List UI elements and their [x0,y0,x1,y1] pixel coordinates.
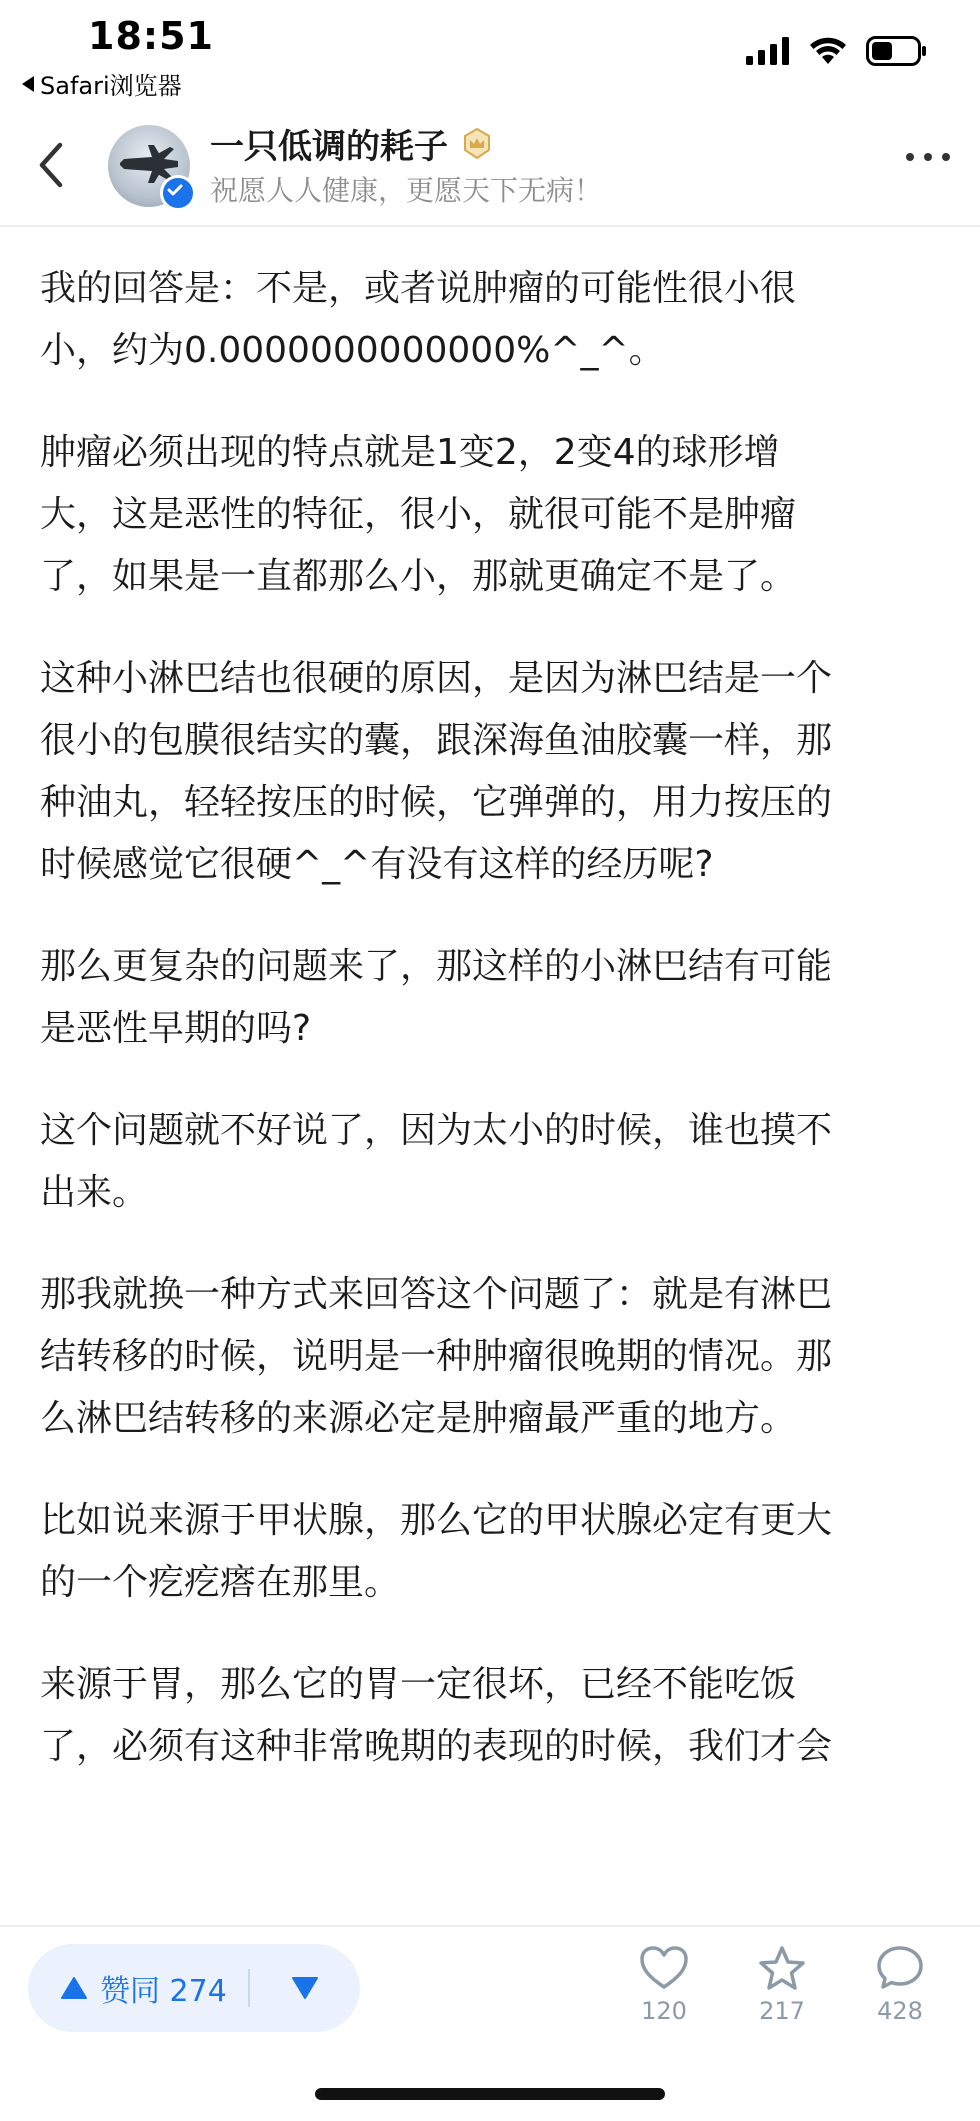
back-app-label: Safari浏览器 [40,72,182,100]
status-time: 18:51 [88,14,214,58]
star-icon [757,1945,807,1991]
more-dot-icon [942,153,950,161]
comment-count: 428 [877,1997,923,2025]
answer-header [0,105,980,227]
author-bio: 祝愿人人健康，更愿天下无病！ [210,174,603,207]
paragraph: 我的回答是：不是，或者说肿瘤的可能性很小很 小，约为0.0000000000000%^_^。 [40,268,797,371]
vote-pill [28,1944,360,2032]
paragraph: 这种小淋巴结也很硬的原因，是因为淋巴结是一个 很小的包膜很结实的囊，跟深海鱼油胶囊一样，那 种油丸，轻轻按压的时候，它弹弹的，用力按压的 时候感觉它很硬^_^有没有这样的经历呢? [40,658,833,885]
author-name-text: 一只低调的耗子 [210,127,448,167]
answer-content [40,258,940,1818]
status-bar [0,0,980,105]
status-icons [746,36,928,66]
paragraph: 比如说来源于甲状腺，那么它的甲状腺必定有更大 的一个疙疙瘩在那里。 [40,1500,833,1603]
back-to-safari-link[interactable] [22,66,182,101]
triangle-up-icon [60,1976,88,2000]
triangle-down-icon [291,1976,319,2000]
home-indicator[interactable] [315,2088,665,2100]
author-name[interactable] [210,119,494,168]
crown-badge-icon [460,127,494,161]
battery-icon [866,36,928,66]
paragraph: 那么更复杂的问题来了，那这样的小淋巴结有可能 是恶性早期的吗? [40,946,833,1049]
cellular-signal-icon [746,37,790,65]
more-dot-icon [924,153,932,161]
paragraph: 这个问题就不好说了，因为太小的时候，谁也摸不 出来。 [40,1110,833,1213]
paragraph: 那我就换一种方式来回答这个问题了：就是有淋巴 结转移的时候，说明是一种肿瘤很晚期的情况。那 么淋巴结转移的来源必定是肿瘤最严重的地方。 [40,1274,833,1439]
more-dot-icon [906,153,914,161]
downvote-button[interactable] [250,1944,360,2032]
favorite-count: 217 [759,1997,805,2025]
upvote-label: 赞同 274 [100,1974,227,2009]
heart-icon [639,1945,689,1991]
author-avatar[interactable] [108,125,190,207]
back-button[interactable] [30,137,76,193]
more-options-button[interactable] [906,153,950,161]
like-button[interactable] [614,1945,714,2025]
paragraph: 来源于胃，那么它的胃一定很坏，已经不能吃饭 了，必须有这种非常晚期的表现的时候，我们才会 [40,1664,833,1767]
like-count: 120 [641,1997,687,2025]
paragraph: 肿瘤必须出现的特点就是1变2，2变4的球形增 大，这是恶性的特征，很小，就很可能不是肿瘤 了，如果是一直都那么小，那就更确定不是了。 [40,432,797,597]
upvote-button[interactable] [28,1944,248,2032]
checkmark-icon [163,178,187,202]
favorite-button[interactable] [732,1945,832,2025]
comment-bubble-icon [875,1945,925,1991]
wifi-icon [808,36,848,66]
chevron-left-icon [30,137,76,193]
back-triangle-icon [22,76,34,92]
verified-badge [160,175,196,211]
comment-button[interactable] [850,1945,950,2025]
